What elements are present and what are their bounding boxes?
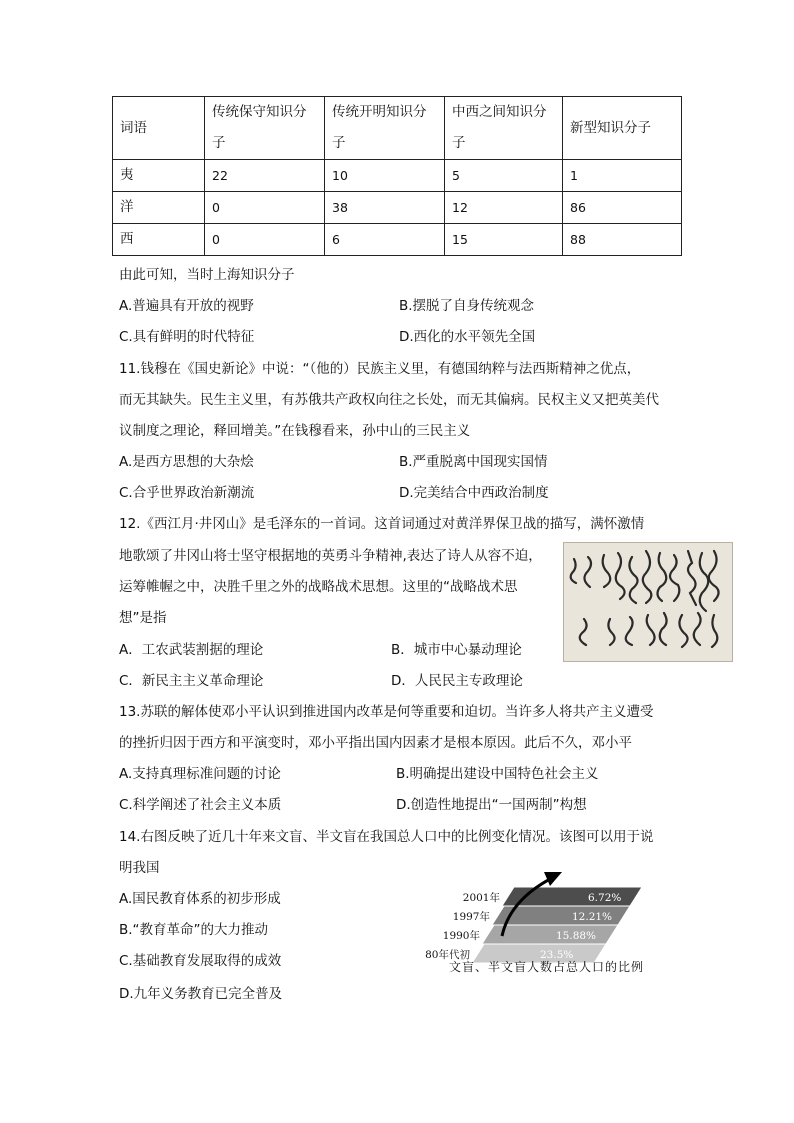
table-cell: 1 xyxy=(563,160,682,192)
chart-category-label: 1997年 xyxy=(452,911,490,923)
arrow-head-icon xyxy=(544,872,562,886)
option-d: D．人民民主专政理论 xyxy=(391,673,523,689)
question-text-line: 而无其缺失。民生主义里，有苏俄共产政权向往之长处，而无其偏病。民权主义又把英美代 xyxy=(119,392,659,408)
chart-title: 文盲、半文盲人数占总人口的比例 xyxy=(449,960,645,974)
table-cell: 10 xyxy=(325,160,445,192)
option-c: C.基础教育发展取得的成效 xyxy=(119,953,282,969)
table-row xyxy=(113,160,682,192)
option-b: B．城市中心暴动理论 xyxy=(391,642,522,658)
table-row xyxy=(113,224,682,256)
question-text-line: 运筹帷幄之中，决胜千里之外的战略战术思想。这里的“战略战术思 xyxy=(119,579,518,595)
question-text-line: 12.《西江月·井冈山》是毛泽东的一首词。这首词通过对黄洋界保卫战的描写，满怀激情 xyxy=(119,516,645,532)
table-row xyxy=(113,192,682,224)
chart-value-label: 23.5% xyxy=(540,949,574,961)
question-text-line: 议制度之理论，释回增美。”在钱穆看来，孙中山的三民主义 xyxy=(119,423,471,439)
option-d: D.西化的水平领先全国 xyxy=(399,329,536,345)
table-cell: 夷 xyxy=(113,160,205,192)
table-cell: 22 xyxy=(205,160,325,192)
option-c: C.合乎世界政治新潮流 xyxy=(119,485,255,501)
table-header-cell: 传统保守知识分子 xyxy=(205,97,325,160)
table-cell: 12 xyxy=(445,192,563,224)
option-a: A.支持真理标准问题的讨论 xyxy=(119,766,281,782)
table-cell: 西 xyxy=(113,224,205,256)
table-cell: 86 xyxy=(563,192,682,224)
option-b: B.明确提出建设中国特色社会主义 xyxy=(396,766,599,782)
table-header-cell: 词语 xyxy=(113,97,205,160)
option-d: D.完美结合中西政治制度 xyxy=(399,485,549,501)
chart-value-label: 6.72% xyxy=(588,892,622,904)
chart-value-label: 12.21% xyxy=(572,911,613,923)
table-header-cell: 中西之间知识分子 xyxy=(445,97,563,160)
question-text-line: 14.右图反映了近几十年来文盲、半文盲在我国总人口中的比例变化情况。该图可以用于说 xyxy=(119,829,654,845)
option-d: D.九年义务教育已完全普及 xyxy=(119,986,283,1002)
question-text-line: 13.苏联的解体使邓小平认识到推进国内改革是何等重要和迫切。当许多人将共产主义遭受 xyxy=(119,704,654,720)
table-header-cell: 传统开明知识分子 xyxy=(325,97,445,160)
option-d: D.创造性地提出“一国两制”构想 xyxy=(396,797,587,813)
question-text-line: 地歌颂了井冈山将士坚守根据地的英勇斗争精神,表达了诗人从容不迫， xyxy=(119,548,542,564)
table-cell: 88 xyxy=(563,224,682,256)
option-b: B.“教育革命”的大力推动 xyxy=(119,922,269,938)
table-cell: 5 xyxy=(445,160,563,192)
question-stem: 由此可知，当时上海知识分子 xyxy=(119,267,295,283)
calligraphy-strokes xyxy=(564,543,732,661)
chart-value-label: 15.88% xyxy=(556,930,597,942)
question-text-line: 的挫折归因于西方和平演变时，邓小平指出国内因素才是根本原因。此后不久，邓小平 xyxy=(119,735,632,751)
question-text-line: 明我国 xyxy=(119,860,160,876)
question-text-line: 11.钱穆在《国史新论》中说：“（他的）民族主义里，有德国纳粹与法西斯精神之优点， xyxy=(119,361,641,377)
option-c: C.具有鲜明的时代特征 xyxy=(119,329,255,345)
option-a: A.普遍具有开放的视野 xyxy=(119,298,254,314)
chart-category-label: 2001年 xyxy=(462,892,500,904)
option-a: A.是西方思想的大杂烩 xyxy=(119,454,254,470)
table-header-cell: 新型知识分子 xyxy=(563,97,682,160)
option-b: B.严重脱离中国现实国情 xyxy=(399,454,548,470)
table-cell: 15 xyxy=(445,224,563,256)
chart-category-label: 1990年 xyxy=(442,930,480,942)
table-cell: 6 xyxy=(325,224,445,256)
calligraphy-image xyxy=(563,542,733,662)
table-cell: 洋 xyxy=(113,192,205,224)
word-usage-table xyxy=(112,96,682,256)
table-cell: 0 xyxy=(205,192,325,224)
option-c: C.科学阐述了社会主义本质 xyxy=(119,797,282,813)
option-c: C．新民主主义革命理论 xyxy=(119,673,264,689)
table-header-row xyxy=(113,97,682,160)
question-text-line: 想”是指 xyxy=(119,610,167,626)
table-cell: 38 xyxy=(325,192,445,224)
option-a: A．工农武装割据的理论 xyxy=(119,642,264,658)
table-cell: 0 xyxy=(205,224,325,256)
chart-category-label: 80年代初 xyxy=(425,949,470,961)
option-b: B.摆脱了自身传统观念 xyxy=(399,298,535,314)
option-a: A.国民教育体系的初步形成 xyxy=(119,891,281,907)
